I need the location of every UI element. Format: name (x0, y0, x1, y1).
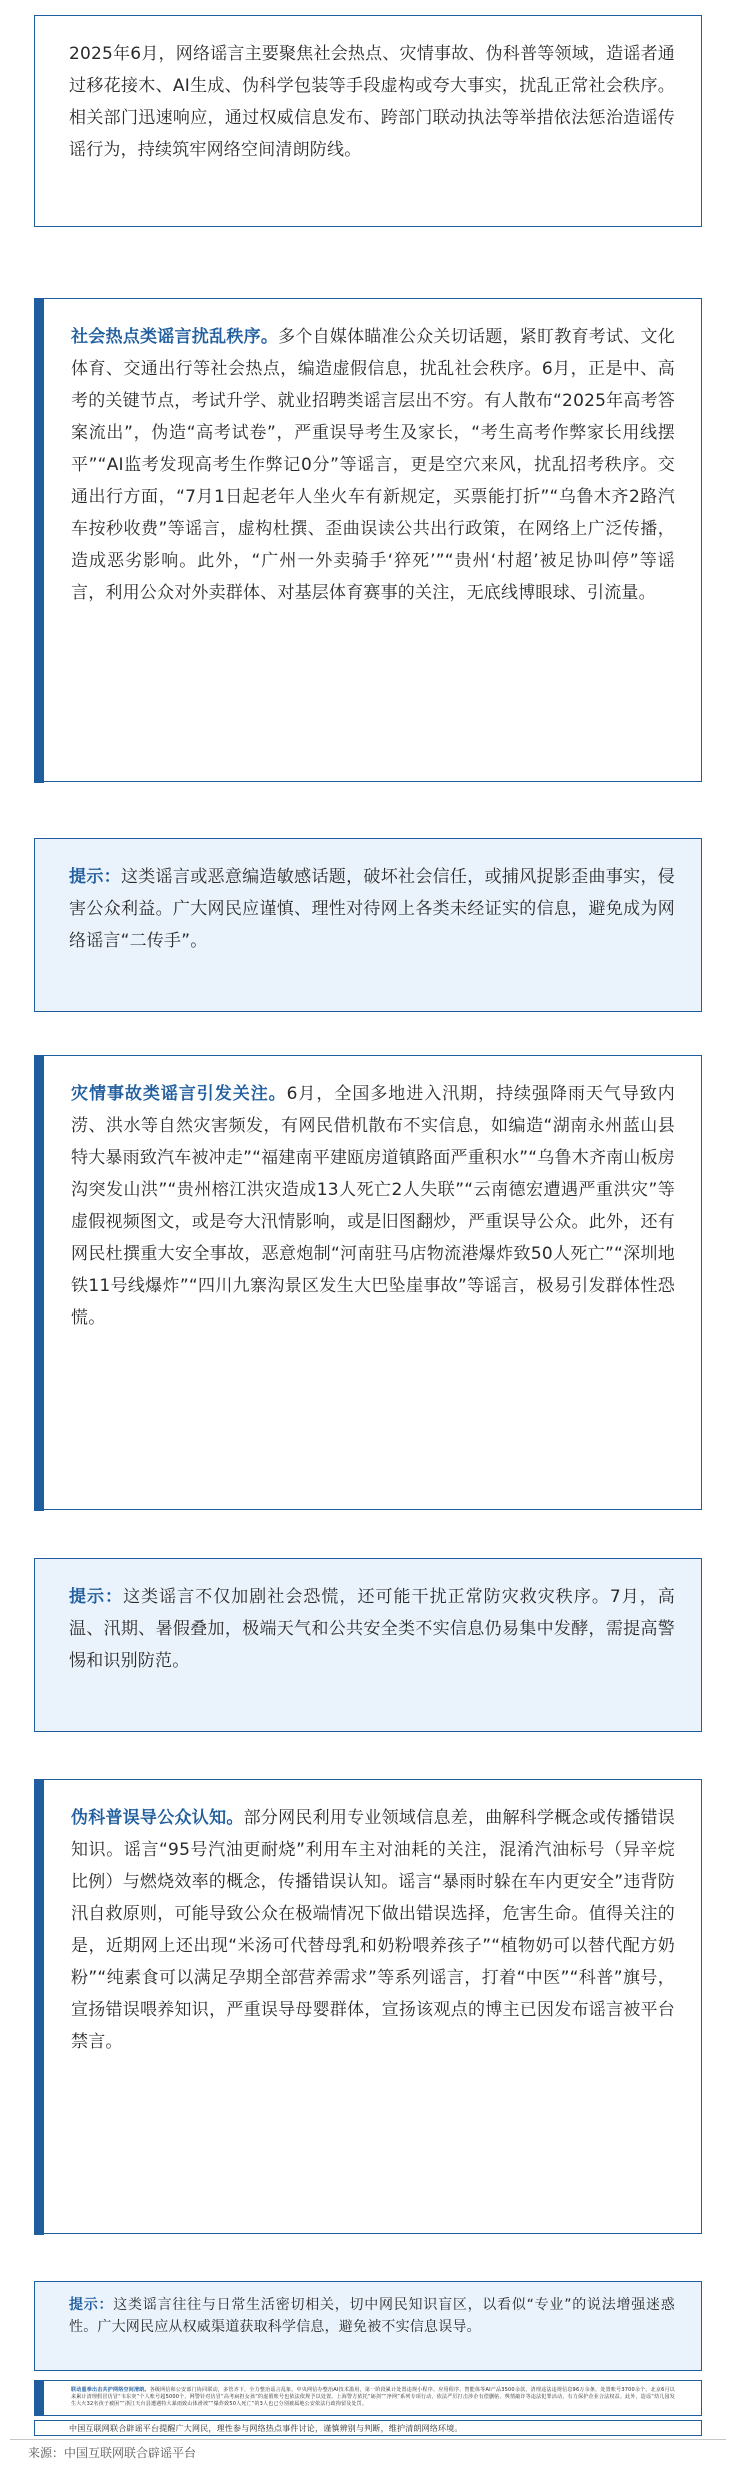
intro-text: 2025年6月，网络谣言主要聚焦社会热点、灾情事故、伪科普等领域，造谣者通过移花接木、AI生成、伪科学包装等手段虚构或夸大事实，扰乱正常社会秩序。相关部门迅速响应，通过权威信息发布、跨部门联动执法等举措依法惩治造谣传谣行为，持续筑牢网络空间清朗防线。 (69, 44, 675, 160)
tip-pseudo-science-box (34, 2281, 702, 2371)
section-pseudo-science-box (34, 1779, 702, 2234)
section-pseudo-science-text (71, 1802, 675, 2058)
source-credit: 来源：中国互联网联合辟谣平台 (28, 2446, 197, 2460)
section-social-box (34, 298, 702, 782)
tip-pseudo-science-text (69, 2294, 675, 2338)
section-crackdown-text (71, 2387, 675, 2408)
tip-label: 提示： (69, 2297, 114, 2313)
section-disaster-box (34, 1055, 702, 1510)
footer-divider (10, 2439, 726, 2440)
section-heading: 联动重拳出击共护网络空间清朗。 (71, 2387, 150, 2393)
tip-label: 提示： (69, 867, 121, 887)
tip-disaster-text (69, 1581, 675, 1677)
section-disaster-text (71, 1078, 675, 1334)
section-body: 各级网信和公安部门协同联动，多管齐下，全力整治谣言乱象。中央网信办整治AI技术滥用，第一阶段累计处置违规小程序、应用程序、智能体等AI产品3500余款，清理违法违规信息96万余条，处置账号3700余个。北京6月以来累计清理假冒仿冒“韦东奕”个人账号超5000个，网警针对仿冒“高考扁担女孩”的虚假账号也依法依规予以处置。上海警方依托“砺剑”“净网”系列专项行动，依法严厉打击涉企有偿删帖、舆情敲诈等违法犯罪活动，有力保护企业合法权益。此外，造谣“幼儿园发生大火32名孩子被困”“浙江天台县遭遇特大暴雨致山体滑坡”“爆炸致50人死亡”的3人也已分别被属地公安依法行政拘留及处罚。 (71, 2387, 675, 2407)
tip-social-box (34, 838, 702, 1012)
section-body: 多个自媒体瞄准公众关切话题，紧盯教育考试、文化体育、交通出行等社会热点，编造虚假信息，扰乱社会秩序。6月，正是中、高考的关键节点，考试升学、就业招聘类谣言层出不穷。有人散布“2025年高考答案流出”，伪造“高考试卷”，严重误导考生及家长，“考生高考作弊家长用线摆平”“AI监考发现高考生作弊记0分”等谣言，更是空穴来风，扰乱招考秩序。交通出行方面，“7月1日起老年人坐火车有新规定，买票能打折”“乌鲁木齐2路汽车按秒收费”等谣言，虚构杜撰、歪曲误读公共出行政策，在网络上广泛传播，造成恶劣影响。此外，“广州一外卖骑手‘猝死’”“贵州‘村超’被足协叫停”等谣言，利用公众对外卖群体、对基层体育赛事的关注，无底线博眼球、引流量。 (71, 327, 675, 603)
tip-disaster-box (34, 1558, 702, 1732)
tip-social-text (69, 861, 675, 957)
intro-box (34, 15, 702, 227)
section-body: 部分网民利用专业领域信息差，曲解科学概念或传播错误知识。谣言“95号汽油更耐烧”利用车主对油耗的关注，混淆汽油标号（异辛烷比例）与燃烧效率的概念，传播错误认知。谣言“暴雨时躲在车内更安全”违背防汛自救原则，可能导致公众在极端情况下做出错误选择，危害生命。值得关注的是，近期网上还出现“米汤可代替母乳和奶粉喂养孩子”“植物奶可以替代配方奶粉”“纯素食可以满足孕期全部营养需求”等系列谣言，打着“中医”“科普”旗号，宣扬错误喂养知识，严重误导母婴群体，宣扬该观点的博主已因发布谣言被平台禁言。 (71, 1808, 676, 2052)
section-crackdown-box (34, 2380, 702, 2416)
section-heading: 伪科普误导公众认知。 (71, 1808, 244, 1828)
section-body: 6月，全国多地进入汛期，持续强降雨天气导致内涝、洪水等自然灾害频发，有网民借机散布不实信息，如编造“湖南永州蓝山县特大暴雨致汽车被冲走”“福建南平建瓯房道镇路面严重积水”“乌鲁木齐南山板房沟突发山洪”“贵州榕江洪灾造成13人死亡2人失联”“云南德宏遭遇严重洪灾”等虚假视频图文，或是夸大汛情影响，或是旧图翻炒，严重误导公众。此外，还有网民杜撰重大安全事故，恶意炮制“河南驻马店物流港爆炸致50人死亡”“深圳地铁11号线爆炸”“四川九寨沟景区发生大巴坠崖事故”等谣言，极易引发群体性恐慌。 (71, 1084, 676, 1328)
section-social-text (71, 321, 675, 609)
closing-box (34, 2420, 702, 2436)
tip-body: 这类谣言往往与日常生活密切相关，切中网民知识盲区，以看似“专业”的说法增强迷惑性。广大网民应从权威渠道获取科学信息，避免被不实信息误导。 (69, 2297, 675, 2335)
tip-body: 这类谣言或恶意编造敏感话题，破坏社会信任，或捕风捉影歪曲事实，侵害公众利益。广大网民应谨慎、理性对待网上各类未经证实的信息，避免成为网络谣言“二传手”。 (69, 867, 675, 951)
tip-label: 提示： (69, 1587, 124, 1607)
section-heading: 社会热点类谣言扰乱秩序。 (71, 327, 279, 347)
tip-body: 这类谣言不仅加剧社会恐慌，还可能干扰正常防灾救灾秩序。7月，高温、汛期、暑假叠加，极端天气和公共安全类不实信息仍易集中发酵，需提高警惕和识别防范。 (69, 1587, 675, 1671)
closing-text: 中国互联网联合辟谣平台提醒广大网民，理性参与网络热点事件讨论，谨慎辨别与判断，维护清朗网络环境。 (69, 2424, 463, 2433)
section-heading: 灾情事故类谣言引发关注。 (71, 1084, 287, 1104)
